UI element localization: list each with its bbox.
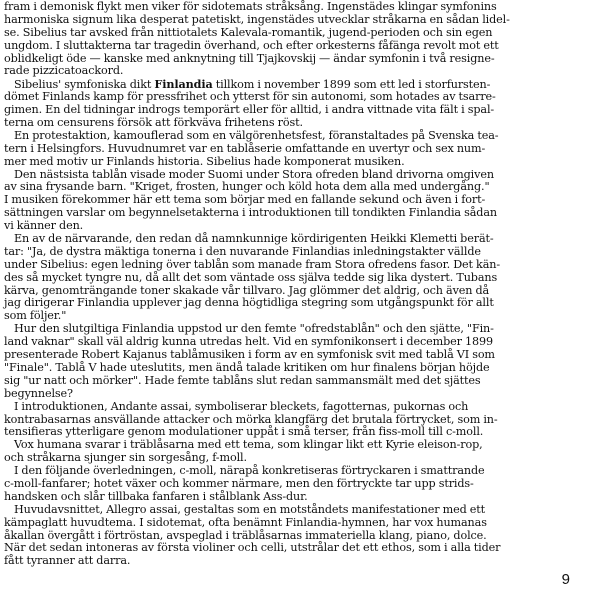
paragraph xyxy=(4,233,588,323)
text-line: tensifieras ytterligare genom modulationer uppåt i små terser, från fiss-moll till c-moll. xyxy=(4,425,484,439)
text-line: kontrabasarnas ansvällande attacker och mörka klangfärg det brutala förtrycket, som in- xyxy=(4,412,498,426)
text-line: fått tyranner att darra. xyxy=(4,554,131,568)
text-line: tern i Helsingfors. Huvudnumret var en tablåserie omfattande en uvertyr och sex num- xyxy=(4,141,486,155)
text-line: handsken och slår tillbaka fanfaren i stålblank Ass-dur. xyxy=(4,489,308,503)
text-line: fram i demonisk flykt men viker för sidotemats stråksång. Ingenstädes klingar symfonins xyxy=(4,0,497,13)
text-line: oblidkeligt öde — kanske med anknytning till Tjajkovskij — ändar symfonin i två resigne- xyxy=(4,51,495,65)
text-line: sig "ur natt och mörker". Hade femte tablåns slut redan sammansmält med det sjättes xyxy=(4,373,481,387)
text-line: jag dirigerar Finlandia upplever jag denna högtidliga stegring som utgångspunkt för allt xyxy=(4,296,494,310)
text-line: gimen. En del tidningar indrogs temporärt eller för alltid, i andra vittnade vita fält i spal- xyxy=(4,103,495,117)
paragraph xyxy=(4,504,588,568)
paragraph xyxy=(4,323,588,400)
text-line: I introduktionen, Andante assai, symboliserar bleckets, fagotternas, pukornas och xyxy=(14,399,469,413)
text-line: under Sibelius: egen ledning över tablån som manade fram Stora ofredens fasor. Det kän- xyxy=(4,257,501,271)
paragraph xyxy=(4,169,588,233)
text-line: dömet Finlands kamp för pressfrihet och ytterst för sin autonomi, som hotades av tsarre- xyxy=(4,90,496,104)
paragraph xyxy=(4,401,588,440)
text-line: som följer." xyxy=(4,309,67,323)
text-line: I den följande överledningen, c-moll, närapå konkretiseras förtryckaren i smattrande xyxy=(14,464,485,478)
text-line: "Finale". Tablå V hade uteslutits, men ändå talade kritiken om hur finalens början höjde xyxy=(4,360,490,374)
text-line: ungdom. I sluttakterna tar tragedin överhand, och efter orkesterns fåfänga revolt mot ett xyxy=(4,38,499,52)
paragraph xyxy=(4,1,588,78)
text-line: Sibelius' symfoniska dikt Finlandia tillkom i november 1899 som ett led i storfursten- xyxy=(14,77,491,92)
text-line: des så mycket tyngre nu, då allt det som väntade oss själva tedde sig lika dystert. Tubans xyxy=(4,270,498,284)
body-text xyxy=(4,1,588,568)
text-line: harmoniska signum lika desperat patetiskt, ingenstädes utvecklar stråkarna en sådan lidel- xyxy=(4,12,510,26)
document-page xyxy=(4,1,588,599)
text-line: sättningen varslar om begynnelsetakterna i introduktionen till tondikten Finlandia sådan xyxy=(4,206,497,220)
text-line: och stråkarna sjunger sin sorgesång, f-moll. xyxy=(4,451,247,465)
paragraph xyxy=(4,439,588,465)
text-line: En av de närvarande, den redan då namnkunnige kördirigenten Heikki Klemetti berät- xyxy=(14,232,494,246)
text-line: I musiken förekommer här ett tema som börjar med en fallande sekund och även i fort- xyxy=(4,193,486,207)
text-line: terna om censurens försök att förkväva frihetens röst. xyxy=(4,116,303,130)
text-line: tar: "Ja, de dystra mäktiga tonerna i den nuvarande Finlandias inledningstakter vällde xyxy=(4,244,481,258)
text-line: åkallan övergått i förtröstan, avspeglad i träblåsarnas immateriella klang, piano, dolce. xyxy=(4,528,487,542)
text-line: begynnelse? xyxy=(4,386,73,400)
text-line: kämpaglatt huvudtema. I sidotemat, ofta benämnt Finlandia-hymnen, har vox humanas xyxy=(4,515,487,529)
text-line: Hur den slutgiltiga Finlandia uppstod ur den femte "ofredstablån" och den sjätte, "Fin- xyxy=(14,322,494,336)
text-line: vi känner den. xyxy=(4,219,84,233)
text-line: Huvudavsnittet, Allegro assai, gestaltas som en motståndets manifestationer med ett xyxy=(14,502,486,516)
text-line: mer med motiv ur Finlands historia. Sibelius hade komponerat musiken. xyxy=(4,154,405,168)
text-line: Vox humana svarar i träblåsarna med ett tema, som klingar likt ett Kyrie eleison-rop, xyxy=(14,438,483,452)
text-line: När det sedan intoneras av första violiner och celli, utstrålar det ett ethos, som i alla tider xyxy=(4,541,501,555)
text-line: Den nästsista tablån visade moder Suomi under Stora ofreden bland drivorna omgiven xyxy=(14,167,494,181)
paragraph xyxy=(4,130,588,169)
text-line: kärva, genomträngande toner skakade vår tillvaro. Jag glömmer det aldrig, och även då xyxy=(4,283,490,297)
text-line: presenterade Robert Kajanus tablåmusiken i form av en symfonisk svit med tablå VI som xyxy=(4,348,495,362)
text-line: c-moll-fanfarer; hotet växer och kommer närmare, men den förtryckte tar upp strids- xyxy=(4,476,474,490)
text-line: se. Sibelius tar avsked från nittiotalets Kalevala-romantik, jugend-perioden och sin egen xyxy=(4,25,493,39)
text-line: land vaknar" skall väl aldrig kunna utredas helt. Vid en symfonikonsert i december 1899 xyxy=(4,335,493,349)
text-line: av sina frysande barn. "Kriget, frosten, hunger och köld hota dem alla med undergång." xyxy=(4,180,490,194)
paragraph xyxy=(4,465,588,504)
page-number: 9 xyxy=(561,571,570,588)
text-line: rade pizzicatoackord. xyxy=(4,64,124,78)
bold-term: Finlandia xyxy=(154,77,213,92)
text-line: En protestaktion, kamouflerad som en välgörenhetsfest, föranstaltades på Svenska tea- xyxy=(14,128,499,142)
paragraph xyxy=(4,78,588,130)
